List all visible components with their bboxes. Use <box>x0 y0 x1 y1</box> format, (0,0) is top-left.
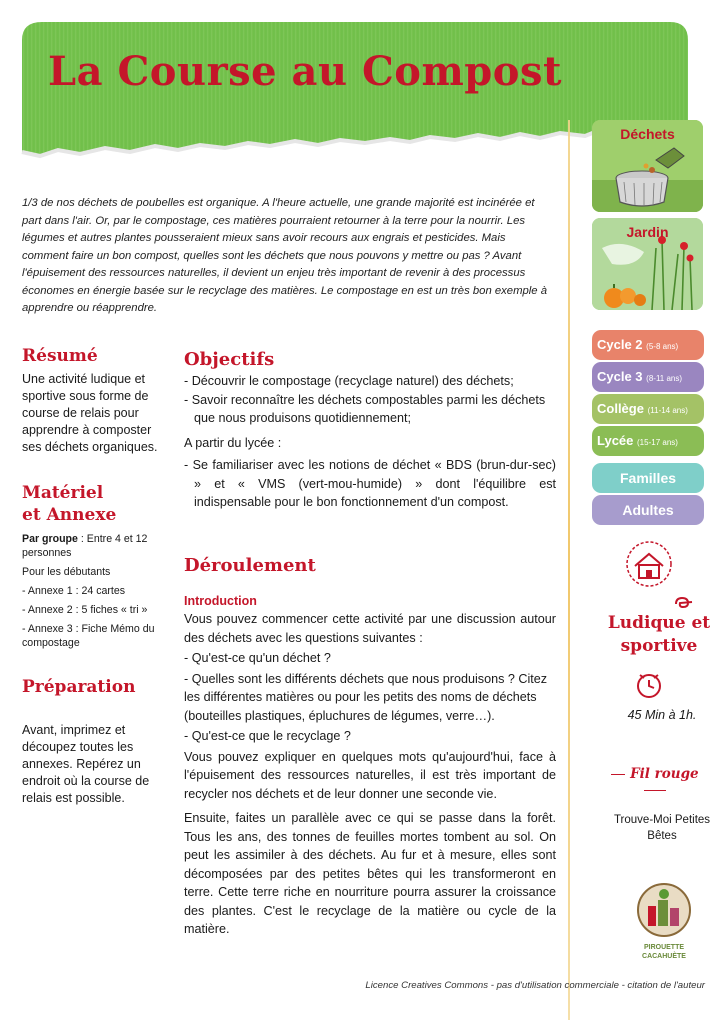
introduction-subheading: Introduction <box>184 594 257 608</box>
decorative-divider <box>568 120 570 1020</box>
theme-label: Déchets <box>620 126 675 142</box>
deroulement-paragraph: - Qu'est-ce qu'un déchet ? <box>184 651 331 665</box>
materiel-heading: Matériel et Annexe <box>22 483 117 525</box>
logo-line1: PIROUETTE <box>643 944 685 951</box>
deroulement-paragraph: Vous pouvez commencer cette activité par une discussion autour des déchets avec les questions suivantes : <box>184 612 556 645</box>
resume-text: Une activité ludique et sportive sous forme de course de relais pour apprendre à composter ses déchets organiques. <box>22 372 158 454</box>
level-college: Collège (11-14 ans) <box>592 394 704 424</box>
theme-tile-dechets <box>592 120 703 212</box>
materiel-item: - Annexe 1 : 24 cartes <box>22 585 126 597</box>
materiel-item: - Annexe 3 : Fiche Mémo du compostage <box>22 623 155 649</box>
objectifs-section <box>184 348 556 512</box>
objectifs-heading: Objectifs <box>184 349 275 370</box>
logo-emblem <box>634 880 694 938</box>
resume-heading: Résumé <box>22 346 98 366</box>
swirl-icon <box>672 594 696 610</box>
fil-rouge-block <box>590 766 711 844</box>
objectif-item: - Savoir reconnaître les déchets compostables parmi les déchets que nous produisons quotidiennement; <box>184 392 546 425</box>
clock-icon <box>634 670 664 700</box>
theme-label: Jardin <box>626 224 669 240</box>
deroulement-paragraph: - Qu'est-ce que le recyclage ? <box>184 729 351 743</box>
deroulement-heading: Déroulement <box>184 555 316 576</box>
fil-rouge-text: Trouve-Moi Petites Bêtes <box>613 814 711 842</box>
fil-rouge-heading: Fil rouge <box>602 766 708 798</box>
audience-familles: Familles <box>592 463 704 493</box>
level-cycle2: Cycle 2 (5-8 ans) <box>592 330 704 360</box>
materiel-item: - Annexe 2 : 5 fiches « tri » <box>22 604 148 616</box>
deroulement-paragraph: Vous pouvez expliquer en quelques mots qu'aujourd'hui, face à l'épuisement des ressources naturelles, il est très important de recycler nos déchets et de leur donner une seconde vie. <box>184 749 556 801</box>
lycee-label: A partir du lycée : <box>184 435 282 450</box>
level-cycle3: Cycle 3 (8-11 ans) <box>592 362 704 392</box>
logo-line2: CACAHUÈTE <box>642 953 686 960</box>
house-icon <box>623 540 675 588</box>
lycee-item: - Se familiariser avec les notions de déchet « BDS (brun-dur-sec) » et « VMS (vert-mou-humide) » dont l'équilibre est indispensable pour le bon fonctionnement d'un compost. <box>184 458 556 509</box>
page-title: La Course au Compost <box>48 48 562 95</box>
intro-paragraph: 1/3 de nos déchets de poubelles est organique. A l'heure actuelle, une grande majorité est incinérée et part dans l'air. Or, par le compostage, ces matières pourraient retourner à la terre pour la nourrir. Les légumes et autres plantes pousseraient mieux sans avoir recours aux engrais et pesticides. Mais comment faire un bon compost, quelles sont les déchets que nous pouvons y mettre ou pas ? Avant l'épuisement des ressources naturelles, il devient un enjeu très important de revenir à des processus économes en énergie basée sur le recyclage des matières. Le compostage en est un très bon exemple à apprendre ou réapprendre. <box>22 197 547 314</box>
objectif-item: - Découvrir le compostage (recyclage naturel) des déchets; <box>184 374 514 388</box>
materiel-group: Par groupe : Entre 4 et 12 personnes <box>22 533 148 559</box>
activity-type: Ludique et sportive <box>607 613 711 656</box>
materiel-beginners: Pour les débutants <box>22 566 111 578</box>
preparation-heading: Préparation <box>22 677 136 697</box>
license-footer: Licence Creatives Commons - pas d'utilisation commerciale - citation de l'auteur <box>365 980 705 991</box>
deroulement-paragraph: - Quelles sont les différents déchets que nous produisons ? Citez les différentes matières ou pour les petits des noms de déchets (bouteilles plastiques, épluchures de légumes, verre…). <box>184 671 548 723</box>
preparation-text: Avant, imprimez et découpez toutes les annexes. Repérez un endroit où la course de relais est possible. <box>22 723 150 805</box>
theme-tile-jardin <box>592 218 703 310</box>
deroulement-paragraph: Ensuite, faites un parallèle avec ce qui se passe dans la forêt. Tous les ans, des tonnes de feuilles mortes tombent au sol. On peut les assimiler à des déchets. Au fur et à mesure, elles sont décomposées par des petites bêtes qui les transformeront en terre. Cette terre riche en nourriture pourra assurer la croissance des plantes. C'est le recyclage de la matière ou cycle de la matière. <box>184 811 556 936</box>
level-lycee: Lycée (15-17 ans) <box>592 426 704 456</box>
pirouette-cacahuete-logo <box>628 880 700 961</box>
activity-block <box>590 540 711 722</box>
audience-adultes: Adultes <box>592 495 704 525</box>
left-column <box>22 345 170 807</box>
duration: 45 Min à 1h. <box>627 708 697 722</box>
deroulement-section <box>184 554 556 939</box>
